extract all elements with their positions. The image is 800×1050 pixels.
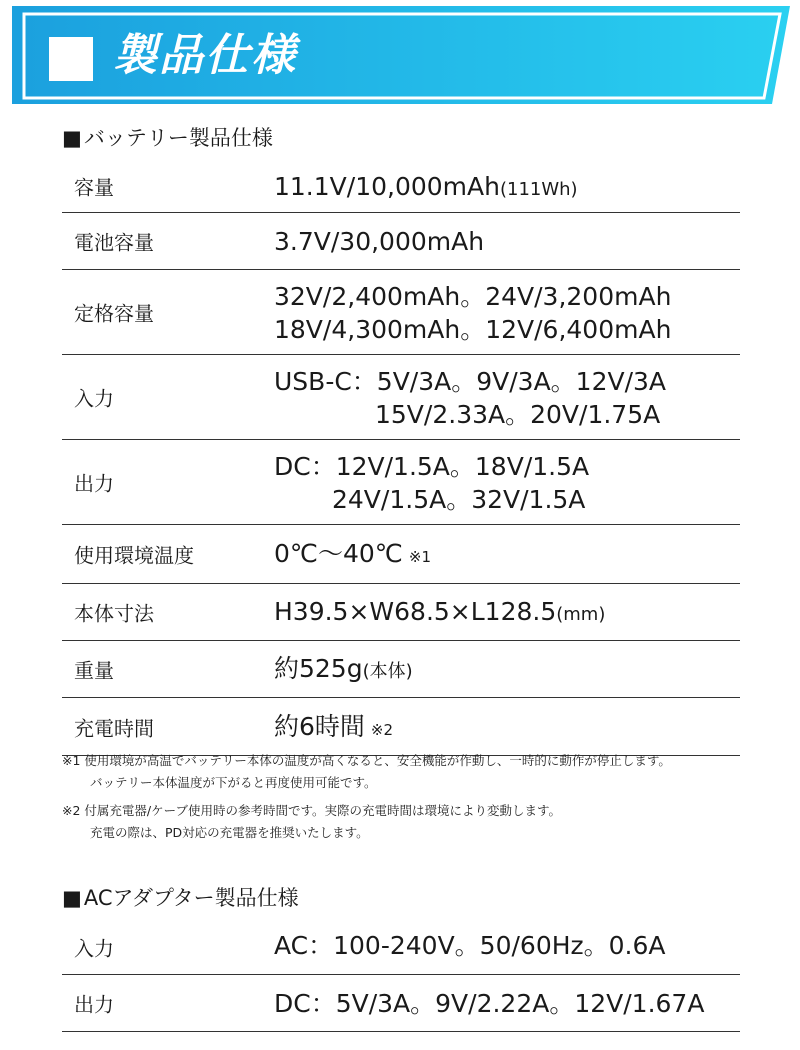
banner-square-icon [49,37,93,81]
footnote-ref: ※1 [408,548,431,566]
title-banner [12,6,790,104]
spec-label: 電池容量 [74,230,154,255]
footnote-2-continued: 充電の際は、PD対応の充電器を推奨いたします。 [90,825,369,840]
spec-label: 入力 [74,386,114,411]
footnotes [62,750,782,844]
spec-row-input [62,355,740,440]
spec-row-dimensions [62,584,740,641]
spec-label: 本体寸法 [74,601,154,626]
spec-row-capacity [62,160,740,213]
spec-value: H39.5×W68.5×L128.5(mm) [274,597,606,626]
spec-label: 出力 [74,992,114,1017]
spec-value: AC：100-240V。50/60Hz。0.6A [274,931,666,960]
spec-label: 重量 [74,658,114,683]
spec-label: 出力 [74,471,114,496]
spec-value-line-2: 24V/1.5A。32V/1.5A [332,485,586,514]
square-bullet-icon: ■ [62,886,82,910]
spec-row-cell-capacity [62,213,740,270]
spec-row-operating-temperature [62,525,740,584]
battery-section-heading: ■バッテリー製品仕様 [62,126,273,150]
spec-row-adapter-output [62,975,740,1032]
footnote-1-continued: バッテリー本体温度が下がると再度使用可能です。 [90,775,377,790]
spec-value-line-1: DC：12V/1.5A。18V/1.5A [274,452,590,481]
footnote-2: ※2 付属充電器/ケーブ使用時の参考時間です。実際の充電時間は環境により変動します。 [62,803,561,818]
footnote-1: ※1 使用環境が高温でバッテリー本体の温度が高くなると、安全機能が作動し、一時的に動作が停止します。 [62,753,671,768]
spec-value: DC：5V/3A。9V/2.22A。12V/1.67A [274,989,705,1018]
battery-spec-table [62,160,740,756]
page-title: 製品仕様 [113,30,297,81]
spec-label: 使用環境温度 [74,543,194,568]
spec-row-output [62,440,740,525]
spec-value: 3.7V/30,000mAh [274,227,485,256]
adapter-section-heading: ■ACアダプター製品仕様 [62,886,299,910]
spec-value: 11.1V/10,000mAh(111Wh) [274,172,578,201]
spec-value-line-2: 15V/2.33A。20V/1.75A [375,400,661,429]
spec-value-line-1: 32V/2,400mAh。24V/3,200mAh [274,282,672,311]
spec-label: 定格容量 [74,301,154,326]
adapter-spec-table [62,920,740,1032]
square-bullet-icon: ■ [62,126,82,150]
spec-row-rated-capacity [62,270,740,355]
spec-value-line-1: USB-C：5V/3A。9V/3A。12V/3A [274,367,667,396]
footnote-ref: ※2 [370,721,394,739]
spec-value: 0℃～40℃ ※1 [274,539,431,568]
spec-value-line-2: 18V/4,300mAh。12V/6,400mAh [274,315,672,344]
spec-row-weight [62,641,740,698]
spec-row-adapter-input [62,920,740,975]
spec-value: 約6時間 ※2 [274,712,394,741]
spec-value: 約525g(本体) [274,654,413,683]
spec-label: 容量 [74,175,114,200]
spec-label: 充電時間 [74,716,154,740]
spec-row-charge-time [62,698,740,756]
spec-label: 入力 [74,936,114,961]
